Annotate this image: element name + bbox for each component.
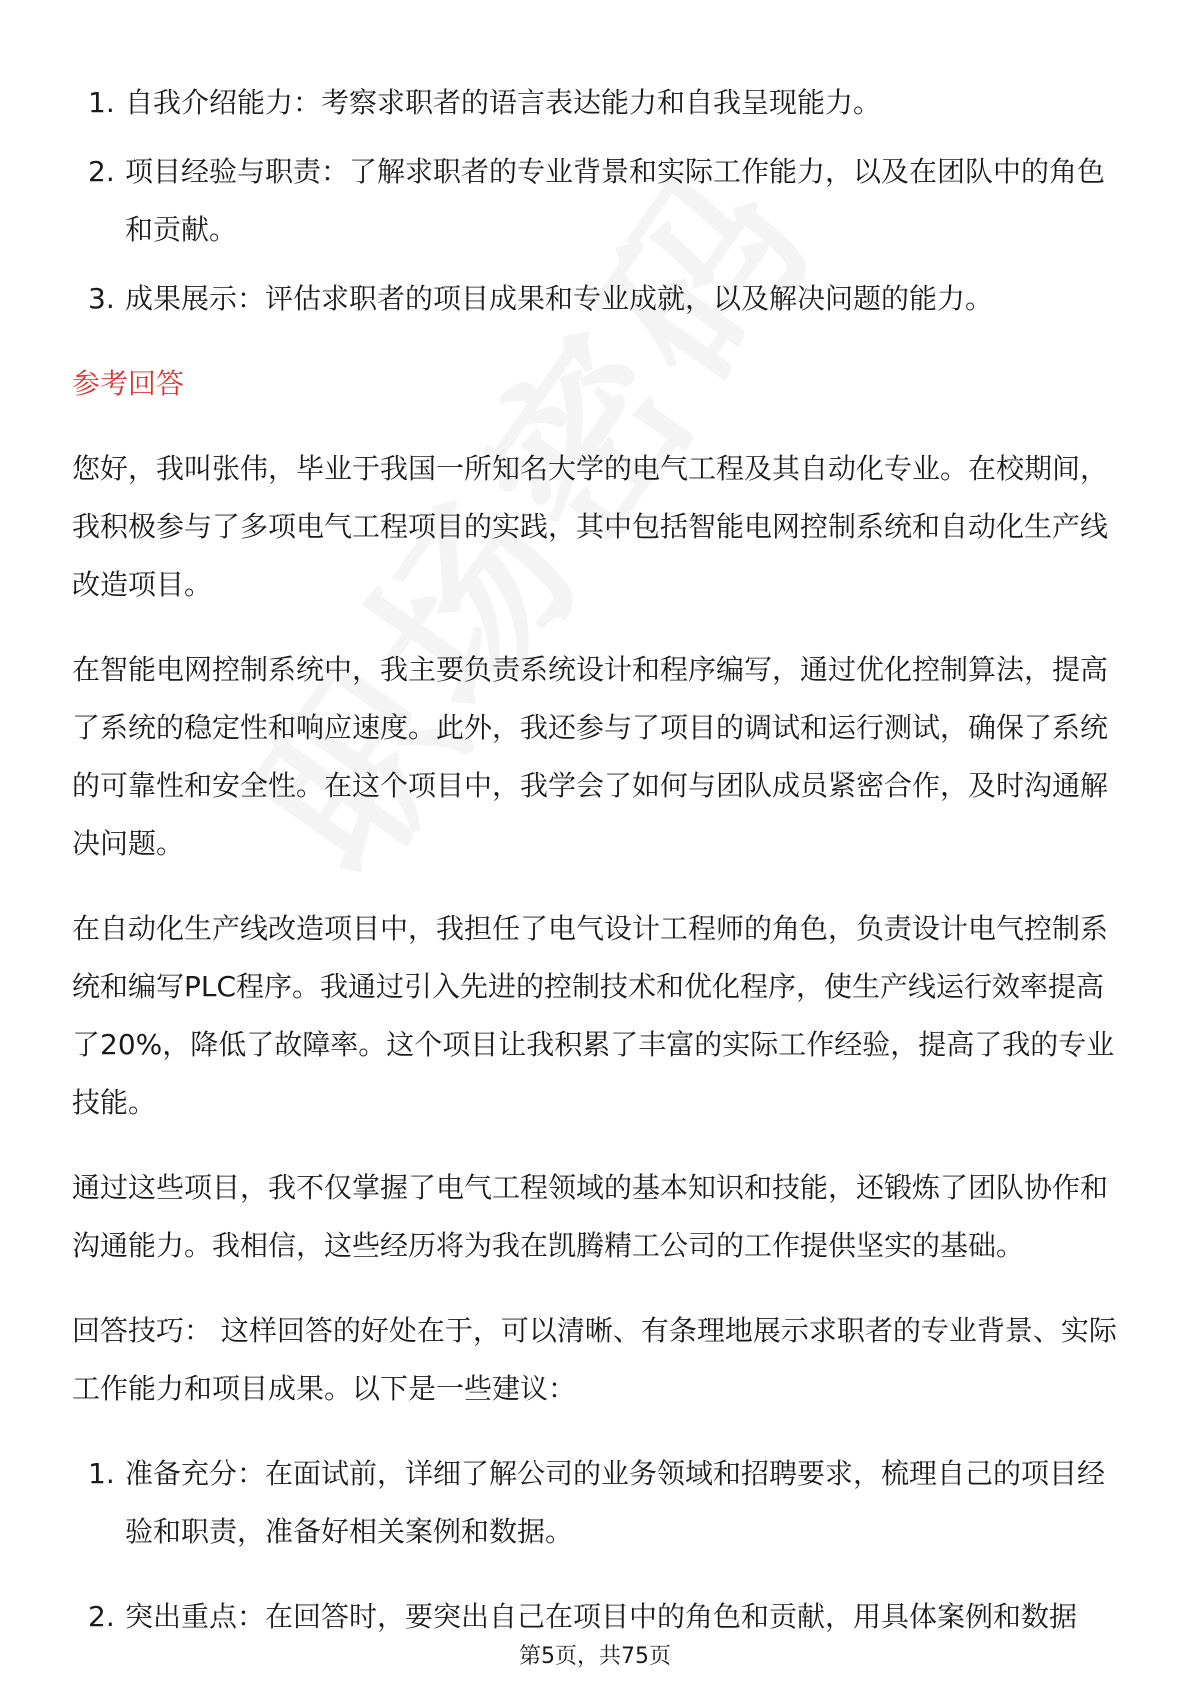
list-number: 2. <box>88 155 115 188</box>
list-text: 准备充分：在面试前，详细了解公司的业务领域和招聘要求，梳理自己的项目经验和职责，准备好相关案例和数据。 <box>125 1457 1106 1548</box>
list-number: 1. <box>88 86 115 119</box>
list-item <box>72 1445 1120 1561</box>
evaluation-list <box>72 74 1120 328</box>
tips-intro: 回答技巧： 这样回答的好处在于，可以清晰、有条理地展示求职者的专业背景、实际工作能力和项目成果。以下是一些建议： <box>72 1314 1117 1405</box>
section-heading: 参考回答 <box>72 367 185 400</box>
list-text: 项目经验与职责：了解求职者的专业背景和实际工作能力，以及在团队中的角色和贡献。 <box>125 155 1106 246</box>
page-content <box>72 80 1120 1646</box>
list-item <box>72 143 1120 259</box>
list-number: 1. <box>88 1457 115 1490</box>
list-item <box>72 1588 1120 1646</box>
list-text: 自我介绍能力：考察求职者的语言表达能力和自我呈现能力。 <box>125 86 882 119</box>
paragraph: 通过这些项目，我不仅掌握了电气工程领域的基本知识和技能，还锻炼了团队协作和沟通能力。我相信，这些经历将为我在凯腾精工公司的工作提供坚实的基础。 <box>72 1171 1109 1262</box>
list-number: 3. <box>88 282 115 315</box>
list-text: 成果展示：评估求职者的项目成果和专业成就，以及解决问题的能力。 <box>125 282 994 315</box>
paragraph: 您好，我叫张伟，毕业于我国一所知名大学的电气工程及其自动化专业。在校期间，我积极参与了多项电气工程项目的实践，其中包括智能电网控制系统和自动化生产线改造项目。 <box>72 452 1109 601</box>
page-footer: 第5页，共75页 <box>519 1644 671 1669</box>
list-number: 2. <box>88 1600 115 1633</box>
paragraph: 在自动化生产线改造项目中，我担任了电气设计工程师的角色，负责设计电气控制系统和编写PLC程序。我通过引入先进的控制技术和优化程序，使生产线运行效率提高了20%，降低了故障率。这个项目让我积累了丰富的实际工作经验，提高了我的专业技能。 <box>72 912 1115 1119</box>
paragraph: 在智能电网控制系统中，我主要负责系统设计和程序编写，通过优化控制算法，提高了系统的稳定性和响应速度。此外，我还参与了项目的调试和运行测试，确保了系统的可靠性和安全性。在这个项目中，我学会了如何与团队成员紧密合作，及时沟通解决问题。 <box>72 653 1109 860</box>
list-item <box>72 270 1120 328</box>
tips-list <box>72 1445 1120 1646</box>
list-item <box>72 74 1120 132</box>
list-text: 突出重点：在回答时，要突出自己在项目中的角色和贡献，用具体案例和数据 <box>125 1600 1078 1633</box>
